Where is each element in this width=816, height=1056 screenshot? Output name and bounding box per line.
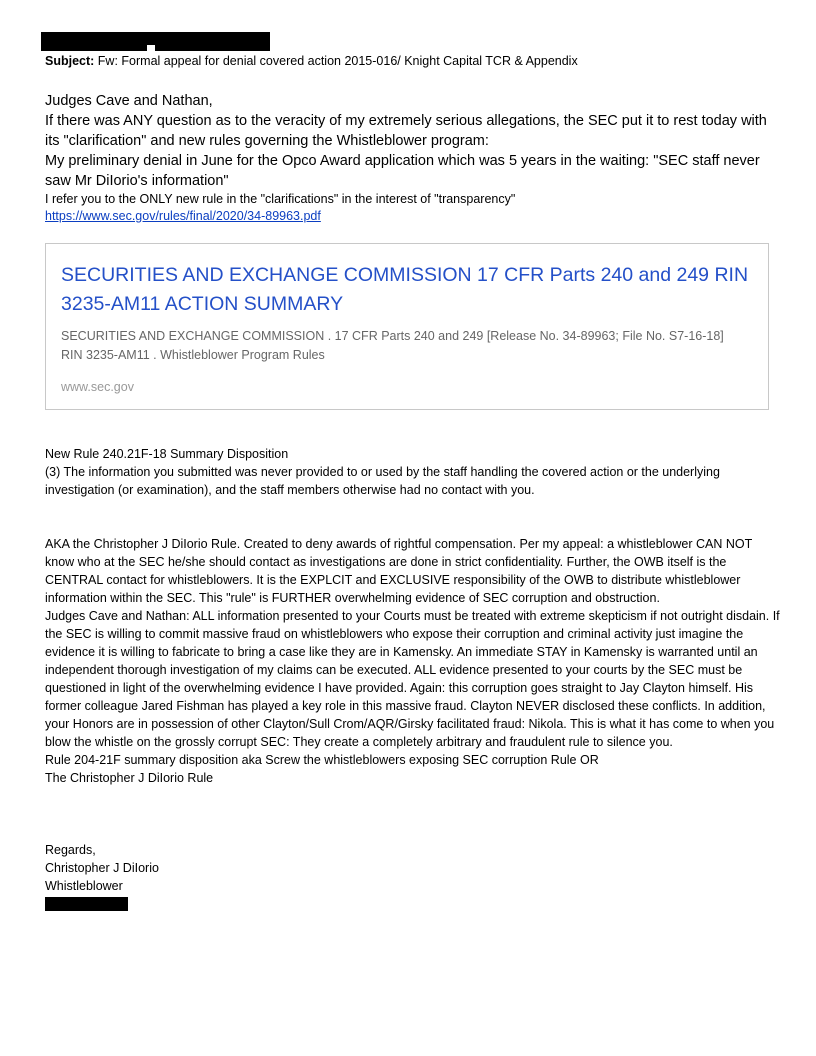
rule-block [45,445,785,499]
intro-paragraph-2: My preliminary denial in June for the Opco Award application which was 5 years in the waiting: "SEC staff never saw Mr DiIorio's information" [45,153,760,189]
body-paragraphs [45,535,780,787]
reference-line: I refer you to the ONLY new rule in the "clarifications" in the interest of "transparency" [45,192,516,206]
intro-paragraphs [45,111,785,191]
redaction-gap [147,45,155,51]
link-preview-title[interactable]: SECURITIES AND EXCHANGE COMMISSION 17 CFR Parts 240 and 249 RIN 3235-AM11 ACTION SUMMARY [61,264,749,315]
link-preview-description: SECURITIES AND EXCHANGE COMMISSION . 17 CFR Parts 240 and 249 [Release No. 34-89963; File No. S7-16-18] RIN 3235-AM11 . Whistleblower Program Rules [61,329,724,362]
signature-closing: Regards, [45,843,96,857]
subject-value: Fw: Formal appeal for denial covered action 2015-016/ Knight Capital TCR & Appendix [97,54,578,68]
redaction-bar-header [41,32,270,51]
body-paragraph-1: AKA the Christopher J DiIorio Rule. Created to deny awards of rightful compensation. Per my appeal: a whistleblower CAN NOT know who at the SEC he/she should contact as investigations are done in strict confidentiality. Further, the OWB itself is the CENTRAL contact for whistleblowers. It is the EXPLCIT and EXCLUSIVE responsibility of the OWB to distribute whistleblower information within the SEC. This "rule" is FURTHER overwhelming evidence of SEC corruption and obstruction. [45,537,753,605]
link-preview-domain: www.sec.gov [61,380,134,394]
intro-paragraph-1: If there was ANY question as to the veracity of my extremely serious allegations, the SEC put it to rest today with its "clarification" and new rules governing the Whistleblower program: [45,113,767,149]
body-paragraph-3: Rule 204-21F summary disposition aka Screw the whistleblowers exposing SEC corruption Rule OR [45,753,599,767]
link-preview-card[interactable] [45,243,769,410]
email-subject-line [45,54,578,68]
subject-label: Subject: [45,54,95,68]
signature-block [45,841,159,895]
salutation: Judges Cave and Nathan, [45,93,213,109]
body-paragraph-4: The Christopher J DiIorio Rule [45,771,214,785]
body-paragraph-2: Judges Cave and Nathan: ALL information presented to your Courts must be treated with extreme skepticism if not outright disdain. If the SEC is willing to commit massive fraud on whistleblowers who expose their corruption and criminal activity just imagine the evidence it is willing to fabricate to bring a case like they are in Kamensky. An immediate STAY in Kamensky is warranted until an independent thorough investigation of my claims can be executed. ALL evidence presented to your courts by the SEC must be questioned in light of the overwhelming evidence I have provided. Again: this corruption goes straight to Jay Clayton himself. His former colleague Jared Fishman has played a key role in this massive fraud. Clayton NEVER disclosed these conflicts. In addition, your Honors are in possession of other Clayton/Sull Crom/AQR/Girsky facilitated fraud: Nikola. This is what it has come to when you blow the whistle on the grossly corrupt SEC: They create a completely arbitrary and fraudulent rule to silence you. [45,609,780,749]
sec-rule-link[interactable]: https://www.sec.gov/rules/final/2020/34-89963.pdf [45,209,321,223]
redaction-bar-signature [45,897,128,911]
rule-heading: New Rule 240.21F-18 Summary Disposition [45,447,289,461]
signature-name: Christopher J DiIorio [45,861,159,875]
rule-text: (3) The information you submitted was never provided to or used by the staff handling the covered action or the underlying investigation (or examination), and the staff members otherwise had no contact with you. [45,465,720,497]
signature-role: Whistleblower [45,879,123,893]
